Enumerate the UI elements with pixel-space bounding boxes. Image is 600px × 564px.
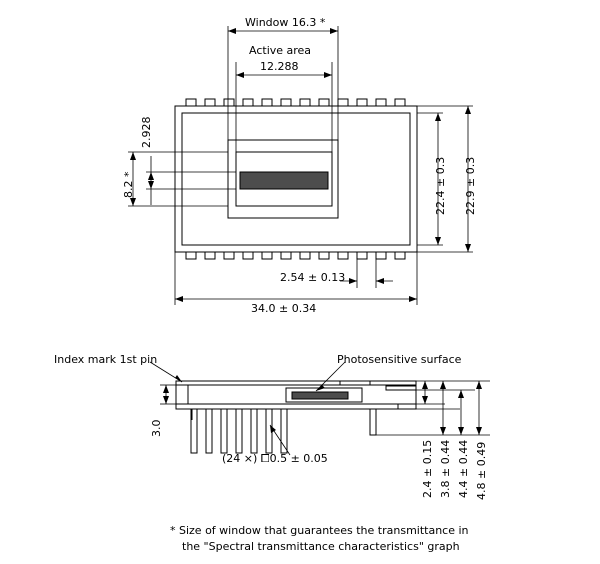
photosensitive-strip-top [240, 172, 328, 189]
label-dim-48: 4.8 ± 0.49 [475, 441, 488, 500]
label-index-mark: Index mark 1st pin [54, 353, 158, 366]
footnote-line-1: * Size of window that guarantees the transmittance in [170, 524, 469, 537]
label-dim-229: 22.9 ± 0.3 [464, 156, 477, 215]
label-dim-38: 3.8 ± 0.44 [439, 439, 452, 498]
label-dim-224: 22.4 ± 0.3 [434, 156, 447, 215]
label-dim-2928: 2.928 [140, 116, 153, 148]
label-dim-254: 2.54 ± 0.13 [280, 271, 346, 284]
label-active-area: Active area [249, 44, 312, 57]
label-dim-82: 8.2 * [122, 171, 135, 198]
label-dim-44: 4.4 ± 0.44 [457, 439, 470, 498]
index-mark-notch [176, 385, 188, 404]
label-active-area-value: 12.288 [260, 60, 299, 73]
label-pin-count: (24 ×) ⧠0.5 ± 0.05 [222, 452, 328, 465]
label-window: Window 16.3 * [245, 16, 326, 29]
label-photosensitive-surface: Photosensitive surface [337, 353, 462, 366]
photosensitive-strip-side [292, 392, 348, 399]
label-dim-30: 3.0 [150, 419, 163, 437]
label-dim-340: 34.0 ± 0.34 [251, 302, 317, 315]
label-dim-24: 2.4 ± 0.15 [421, 439, 434, 498]
footnote-line-2: the "Spectral transmittance characteristics" graph [182, 540, 460, 553]
